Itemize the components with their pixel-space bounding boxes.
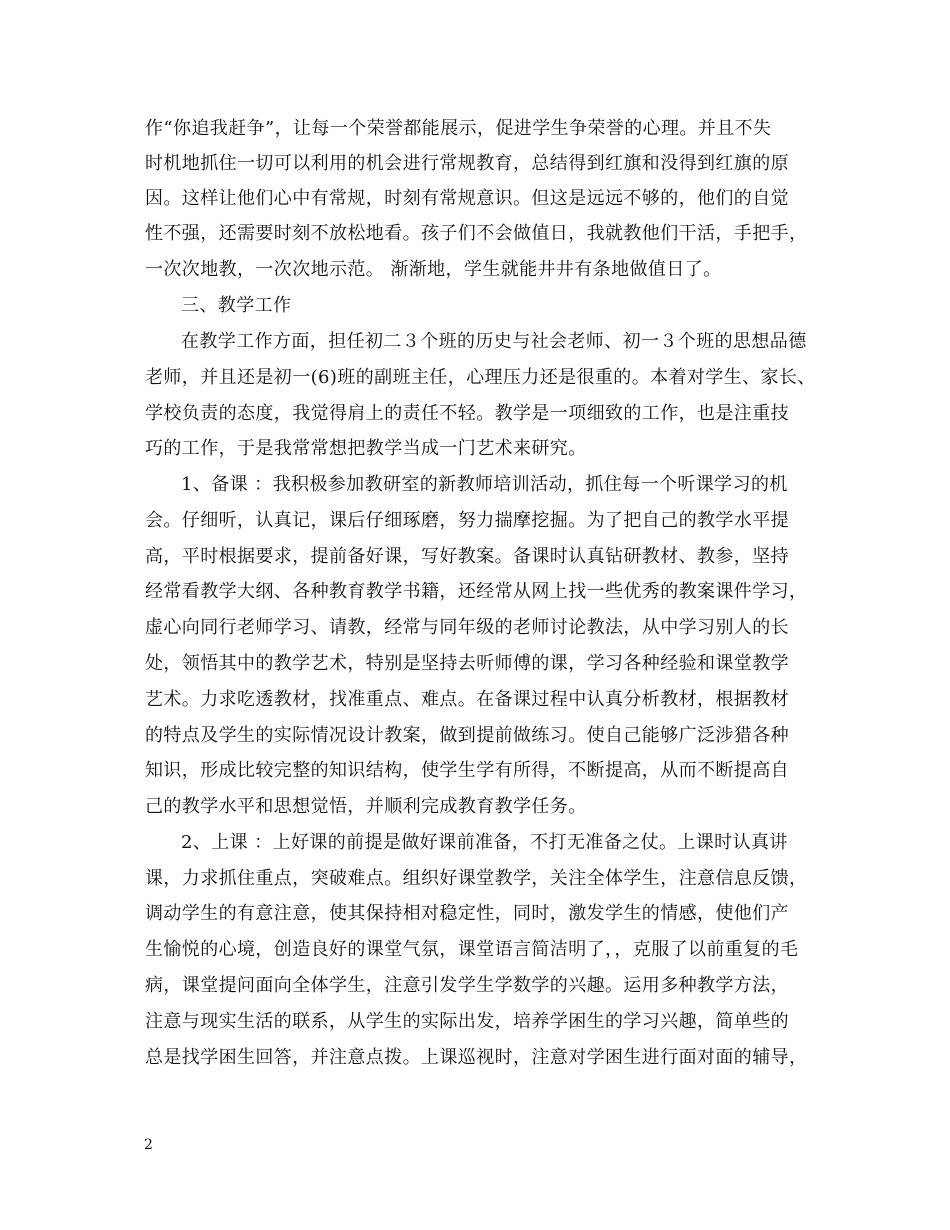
text-line: 一次次地教，一次次地示范。 渐渐地，学生就能井井有条地做值日了。 xyxy=(145,259,722,280)
text-line: 艺术。力求吃透教材，找准重点、难点。在备课过程中认真分析教材，根据教材 xyxy=(145,689,789,710)
text-line: 的特点及学生的实际情况设计教案，做到提前做练习。使自己能够广泛涉猎各种 xyxy=(145,725,789,746)
text-line: 巧的工作，于是我常常想把教学当成一门艺术来研究。 xyxy=(145,438,587,459)
text-line: 1、备课 ：我积极参加教研室的新教师培训活动，抓住每一个听课学习的机 xyxy=(181,474,788,495)
text-line: 作“你追我赶争”，让每一个荣誉都能展示，促进学生争荣誉的心理。并且不失 xyxy=(145,118,772,139)
text-line: 病，课堂提问面向全体学生，注意引发学生学数学的兴趣。运用多种教学方法， xyxy=(145,975,789,996)
text-line: 生愉悦的心境，创造良好的课堂气氛，课堂语言简洁明了，，克服了以前重复的毛 xyxy=(145,939,799,960)
text-line: 总是找学困生回答，并注意点拨。上课巡视时，注意对学困生进行面对面的辅导， xyxy=(145,1047,808,1068)
text-line: 己的教学水平和思想觉悟，并顺利完成教育教学任务。 xyxy=(145,796,587,817)
text-line: 课，力求抓住重点，突破难点。组织好课堂教学，关注全体学生，注意信息反馈， xyxy=(145,868,808,889)
section-heading: 三、教学工作 xyxy=(181,295,292,316)
text-line: 经常看教学大纲、各种教育教学书籍，还经常从网上找一些优秀的教案课件学习， xyxy=(145,581,808,602)
text-line: 2、上课 ：上好课的前提是做好课前准备，不打无准备之仗。上课时认真讲 xyxy=(181,832,788,853)
text-line: 会。仔细听，认真记，课后仔细琢磨，努力揣摩挖掘。为了把自己的教学水平提 xyxy=(145,510,789,531)
text-line: 因。这样让他们心中有常规，时刻有常规意识。但这是远远不够的，他们的自觉 xyxy=(145,188,789,209)
text-line: 时机地抓住一切可以利用的机会进行常规教育，总结得到红旗和没得到红旗的原 xyxy=(145,153,789,174)
text-line: 性不强，还需要时刻不放松地看。孩子们不会做值日，我就教他们干活，手把手， xyxy=(145,223,808,244)
page-number: 2 xyxy=(144,1137,153,1153)
text-line: 虚心向同行老师学习、请教，经常与同年级的老师讨论教法，从中学习别人的长 xyxy=(145,617,789,638)
text-line: 学校负责的态度，我觉得肩上的责任不轻。教学是一项细致的工作，也是注重技 xyxy=(145,403,789,424)
text-line: 处，领悟其中的教学艺术，特别是坚持去听师傅的课，学习各种经验和课堂教学 xyxy=(145,653,789,674)
text-line: 调动学生的有意注意，使其保持相对稳定性，同时，激发学生的情感，使他们产 xyxy=(145,903,789,924)
text-line: 知识，形成比较完整的知识结构，使学生学有所得，不断提高，从而不断提高自 xyxy=(145,760,789,781)
text-line: 高，平时根据要求，提前备好课，写好教案。备课时认真钻研教材、教参，坚持 xyxy=(145,546,789,567)
text-line: 老师，并且还是初一(6)班的副班主任，心理压力还是很重的。本着对学生、家长、 xyxy=(145,367,816,388)
text-line: 注意与现实生活的联系，从学生的实际出发，培养学困生的学习兴趣，简单些的 xyxy=(145,1011,789,1032)
text-line: 在教学工作方面，担任初二３个班的历史与社会老师、初一３个班的思想品德 xyxy=(181,331,807,352)
